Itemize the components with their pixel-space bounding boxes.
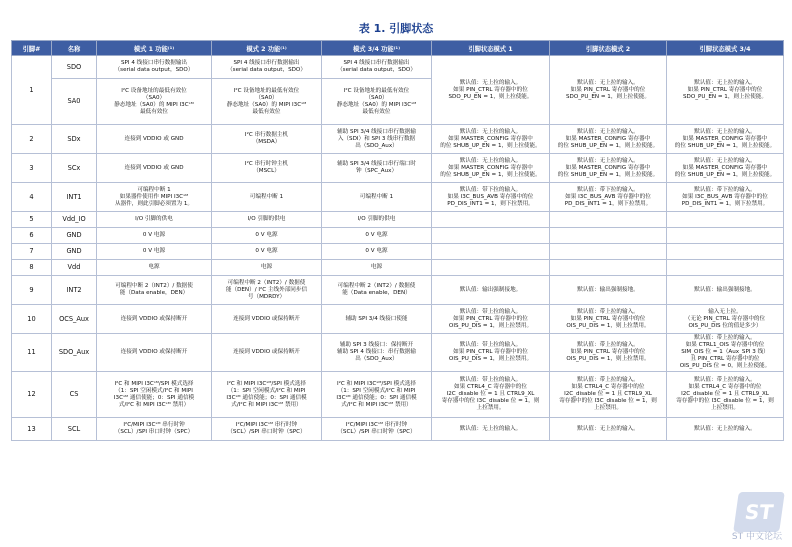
mode1-state-cell — [432, 260, 550, 276]
cell-line: 的位 SHUB_UP_EN = 1，则上拉使能。 — [674, 142, 776, 149]
cell-line: 0 V 电源 — [142, 248, 166, 254]
mode34-state-cell — [667, 154, 784, 183]
cell-line: 0 V 电源 — [255, 232, 278, 238]
cell-line: I²C 串行时钟主机 — [244, 161, 289, 167]
table-row — [12, 244, 784, 260]
pin-number-cell: 13 — [12, 418, 52, 441]
pin-name-cell: INT1 — [52, 183, 97, 212]
mode2-function-cell — [212, 154, 322, 183]
mode34-state-cell — [667, 260, 784, 276]
cell-line: 默认值：无上拉的输入。 — [459, 157, 522, 164]
cell-line: 且 PIN_CTRL 寄存器中的位 — [690, 356, 760, 362]
cell-line: 连接到 VDDIO 或保持断开 — [233, 315, 300, 322]
cell-line: 如果 MASTER_CONFIG 寄存器中 — [448, 135, 533, 142]
cell-line: （serial data output，SDO） — [337, 67, 416, 73]
cell-line: SIM_OIS 位 = 1（Aux_SPI 3 线） — [681, 349, 769, 355]
cell-line: 辅助 SPI 3/4 线接口串行端口时 — [337, 161, 416, 167]
mode1-state-cell — [432, 334, 550, 372]
cell-line: I²C 串行数据主机 — [244, 132, 289, 138]
cell-line: 连接到 VDDIO 或保持断开 — [120, 315, 188, 322]
cell-line: I²C/MIPI I3Cˢᴹ 串行时钟 — [345, 422, 408, 428]
col-header-name: 名称 — [52, 41, 97, 56]
cell-line: 辅助 SPI 3/4 线接口使能 — [345, 315, 408, 322]
forum-watermark — [710, 492, 782, 542]
cell-line: I²C 设备地址的最低有效位 — [343, 87, 410, 94]
cell-line: （MSCL） — [253, 168, 280, 174]
cell-line: 连接到 VDDIO 或保持断开 — [233, 349, 300, 355]
col-header-mode34: 模式 3/4 功能⁽¹⁾ — [322, 41, 432, 56]
cell-line: 0 V 电源 — [142, 232, 166, 238]
cell-line: 如果 CTRL4_C 寄存器中的位 — [571, 384, 645, 390]
cell-line: OIS_PU_DIS 位的值是多少） — [688, 322, 762, 329]
mode1-function-cell — [97, 154, 212, 183]
cell-line: 寄存器中的位 I3C_disable 位 = 1，则 — [441, 398, 540, 404]
mode34-state-cell — [667, 212, 784, 228]
watermark-text: ST 中文论坛 — [731, 532, 782, 542]
mode2-state-cell — [550, 212, 667, 228]
pin-name-cell: SA0 — [52, 79, 97, 125]
cell-line: 默认值：带上拉的输入。 — [577, 342, 639, 348]
cell-line: 默认值：带上拉的输入。 — [459, 377, 522, 383]
cell-line: 号（MDRDY） — [247, 293, 286, 300]
pin-number-cell: 5 — [12, 212, 52, 228]
cell-line: 默认值：输出强制接地。 — [577, 286, 639, 293]
cell-line: 如果 I3C_BUS_AVB 寄存器中的位 — [682, 193, 768, 200]
cell-line: （serial data output，SDO） — [114, 67, 194, 73]
mode34-state-cell — [667, 334, 784, 372]
cell-line: （MSDA） — [252, 139, 281, 145]
mode1-state-cell — [432, 183, 550, 212]
cell-line: PD_DIS_INT1 = 1，则下拉禁用。 — [447, 200, 534, 207]
cell-line: 辅助 SPI 4 线接口：串行数据输 — [337, 349, 416, 355]
mode2-function-cell — [212, 183, 322, 212]
cell-line: 输入无上拉。 — [708, 308, 742, 315]
mode1-state-cell — [432, 125, 550, 154]
cell-line: 默认值：无上拉的输入。 — [459, 128, 522, 135]
col-header-pin: 引脚# — [12, 41, 52, 56]
mode2-state-cell — [550, 244, 667, 260]
pin-name-cell: SDO_Aux — [52, 334, 97, 372]
mode1-state-cell — [432, 56, 550, 125]
table-row — [12, 372, 784, 418]
mode1-function-cell — [97, 212, 212, 228]
mode34-function-cell — [322, 260, 432, 276]
mode1-state-cell — [432, 244, 550, 260]
cell-line: 默认值：带下拉的输入。 — [459, 186, 522, 193]
cell-line: 的位 SHUB_UP_EN = 1，则上拉使能。 — [440, 171, 541, 178]
cell-line: 可编程中断 1 — [137, 186, 171, 193]
mode1-state-cell — [432, 372, 550, 418]
cell-line: 默认值：输出强制接地。 — [694, 286, 756, 293]
mode34-function-cell — [322, 334, 432, 372]
cell-line: 默认值：无上拉的输入。 — [694, 157, 756, 164]
cell-line: OIS_PU_DIS 位 = 0，则上拉使能。 — [679, 363, 771, 369]
cell-line: 上拉禁用。 — [476, 405, 505, 411]
cell-line: 如果 PIN_CTRL 寄存器中的位 — [570, 315, 646, 322]
cell-line: I/O 引脚的供电 — [247, 216, 286, 222]
cell-line: 出（SDO_Aux） — [355, 142, 398, 149]
table-row — [12, 56, 784, 79]
cell-line: SDO_PU_EN = 1，则上拉使能。 — [566, 93, 650, 100]
pin-number-cell: 10 — [12, 305, 52, 334]
cell-line: 如果 CTRL4_C 寄存器中的位 — [454, 384, 527, 390]
cell-line: 如果 PIN_CTRL 寄存器中的位 — [687, 86, 763, 93]
cell-line: （无论 PIN_CTRL 寄存器中的位 — [684, 315, 766, 322]
cell-line: I²C 和 MIPI I3Cˢᴹ/SPI 模式选择 — [336, 380, 417, 387]
mode2-state-cell — [550, 334, 667, 372]
table-title: 表 1. 引脚状态 — [358, 22, 434, 35]
table-row — [12, 212, 784, 228]
cell-line: I2C_disable 位 = 1 且 CTRL9_XL — [681, 391, 769, 397]
col-header-mode2: 模式 2 功能⁽¹⁾ — [212, 41, 322, 56]
pin-number-cell: 4 — [12, 183, 52, 212]
mode2-function-cell — [212, 212, 322, 228]
cell-line: （SCL）/SPI 串口时钟（SPC） — [337, 429, 416, 435]
cell-line: 静态地址（SA0）的 MIPI I3Cˢᴹ — [336, 101, 417, 108]
cell-line: 电源 — [370, 264, 383, 270]
cell-line: SDO_PU_EN = 1，则上拉使能。 — [448, 93, 533, 100]
table-row — [12, 276, 784, 305]
mode1-function-cell — [97, 125, 212, 154]
mode2-state-cell — [550, 125, 667, 154]
mode1-function-cell — [97, 334, 212, 372]
cell-line: 最低有效位 — [252, 108, 281, 115]
mode1-function-cell — [97, 244, 212, 260]
mode34-state-cell — [667, 183, 784, 212]
cell-line: PD_DIS_INT1 = 1，则下拉禁用。 — [681, 200, 769, 207]
cell-line: 最低有效位 — [140, 108, 168, 115]
mode34-state-cell — [667, 56, 784, 125]
cell-line: 默认值：无上拉的输入。 — [577, 425, 639, 432]
mode1-state-cell — [432, 305, 550, 334]
cell-line: 默认值：无上拉的输入。 — [459, 79, 522, 86]
cell-line: I3Cˢᴹ 通信使能；0：SPI 通信模 — [336, 394, 417, 401]
cell-line: 能（DEN）/ I²C 主线外部同步信 — [225, 286, 308, 293]
mode2-function-cell — [212, 260, 322, 276]
pin-name-cell: SDO — [52, 56, 97, 79]
mode34-function-cell — [322, 56, 432, 79]
mode2-function-cell — [212, 56, 322, 79]
mode34-function-cell — [322, 244, 432, 260]
cell-line: （SA0） — [255, 94, 278, 101]
pin-status-table — [11, 40, 784, 441]
cell-line: I/O 引脚的供电 — [135, 216, 173, 222]
cell-line: OIS_PU_DIS = 1，则上拉禁用。 — [566, 356, 650, 362]
cell-line: 出（SDO_Aux） — [355, 356, 398, 362]
cell-line: （SCL）/SPI 串口时钟（SPC） — [114, 429, 194, 435]
pin-name-cell: OCS_Aux — [52, 305, 97, 334]
mode1-function-cell — [97, 260, 212, 276]
cell-line: （SA0） — [142, 94, 166, 101]
cell-line: 默认值：带上拉的输入。 — [694, 377, 756, 383]
mode2-state-cell — [550, 276, 667, 305]
st-logo: ST — [733, 492, 785, 532]
cell-line: 能（Data enable，DEN） — [342, 290, 411, 296]
pin-number-cell: 2 — [12, 125, 52, 154]
mode1-function-cell — [97, 79, 212, 125]
mode34-state-cell — [667, 228, 784, 244]
mode2-function-cell — [212, 228, 322, 244]
mode1-function-cell — [97, 418, 212, 441]
cell-line: I²C 和 MIPI I3Cˢᴹ/SPI 模式选择 — [114, 380, 194, 387]
cell-line: 电源 — [148, 264, 160, 270]
table-row — [12, 418, 784, 441]
cell-line: 寄存器中的位 I3C_disable 位 = 1，则 — [676, 398, 774, 404]
mode2-state-cell — [550, 56, 667, 125]
cell-line: I²C 设备地址的最低有效位 — [233, 87, 300, 94]
cell-line: 寄存器中的位 I3C_disable 位 = 1，则 — [559, 398, 657, 404]
cell-line: 如果 MASTER_CONFIG 寄存器中 — [565, 164, 651, 171]
cell-line: 如果 I3C_BUS_AVB 寄存器中的位 — [447, 193, 534, 200]
cell-line: 默认值：无上拉的输入。 — [459, 425, 522, 432]
cell-line: 默认值：带下拉的输入。 — [694, 186, 756, 193]
cell-line: 如果 PIN_CTRL 寄存器中的位 — [453, 315, 528, 322]
cell-line: 默认值：带上拉的输入。 — [577, 308, 639, 315]
table-row — [12, 334, 784, 372]
col-header-state2: 引脚状态模式 2 — [550, 41, 667, 56]
mode1-function-cell — [97, 305, 212, 334]
mode34-function-cell — [322, 154, 432, 183]
cell-line: 0 V 电源 — [255, 248, 278, 254]
cell-line: 默认值：无上拉的输入。 — [694, 425, 756, 432]
cell-line: 的位 SHUB_UP_EN = 1，则上拉使能。 — [557, 142, 659, 149]
mode34-state-cell — [667, 244, 784, 260]
col-header-mode1: 模式 1 功能⁽¹⁾ — [97, 41, 212, 56]
cell-line: 默认值：无上拉的输入。 — [694, 128, 756, 135]
mode2-state-cell — [550, 183, 667, 212]
cell-line: 入（SDI）和 SPI 3 线串行数据 — [337, 135, 416, 142]
mode34-function-cell — [322, 305, 432, 334]
cell-line: 可编程中断 2（INT2）/ 数据使 — [115, 283, 193, 289]
pin-name-cell: Vdd — [52, 260, 97, 276]
cell-line: 可编程中断 2（INT2）/ 数据使 — [227, 279, 306, 286]
cell-line: I2C_disable 位 = 1 且 CTRL9_XL — [564, 391, 652, 397]
cell-line: 默认值：无上拉的输入。 — [577, 79, 639, 86]
table-row — [12, 125, 784, 154]
cell-line: （1：SPI 空闲模式/I²C 和 MIPI — [337, 387, 416, 394]
cell-line: I²C 设备地址的最低有效位 — [121, 87, 187, 94]
cell-line: OIS_PU_DIS = 1，则上拉禁用。 — [566, 322, 650, 329]
cell-line: 默认值：无上拉的输入。 — [577, 157, 639, 164]
cell-line: 连接到 VDDIO 或保持断开 — [120, 349, 188, 355]
mode2-function-cell — [212, 244, 322, 260]
cell-line: 静态地址（SA0）的 MIPI I3Cˢᴹ — [226, 101, 307, 108]
mode2-function-cell — [212, 334, 322, 372]
cell-line: I²C/MIPI I3Cˢᴹ 串行时钟 — [235, 422, 298, 428]
pin-name-cell: SCx — [52, 154, 97, 183]
cell-line: 电源 — [260, 264, 273, 270]
mode2-function-cell — [212, 79, 322, 125]
cell-line: 默认值：输出强制接地。 — [459, 286, 522, 293]
cell-line: 式/I²C 和 MIPI I3Cˢᴹ 禁用） — [341, 401, 412, 408]
mode34-state-cell — [667, 305, 784, 334]
pin-name-cell: SCL — [52, 418, 97, 441]
col-header-state34: 引脚状态模式 3/4 — [667, 41, 784, 56]
cell-line: I²C/MIPI I3Cˢᴹ 串行时钟 — [123, 422, 185, 428]
cell-line: 默认值：无上拉的输入。 — [577, 128, 639, 135]
cell-line: I3Cˢᴹ 通信使能；0：SPI 通信模 — [226, 394, 307, 401]
mode2-function-cell — [212, 418, 322, 441]
mode1-function-cell — [97, 56, 212, 79]
col-header-state1: 引脚状态模式 1 — [432, 41, 550, 56]
cell-line: 连接到 VDDIO 或 GND — [124, 135, 184, 142]
cell-line: 如果 MASTER_CONFIG 寄存器中 — [682, 164, 768, 171]
cell-line: 如果 I3C_BUS_AVB 寄存器中的位 — [565, 193, 651, 200]
cell-line: SDO_PU_EN = 1，则上拉使能。 — [683, 93, 767, 100]
mode2-state-cell — [550, 260, 667, 276]
cell-line: I/O 引脚的供电 — [357, 216, 396, 222]
cell-line: 如果 PIN_CTRL 寄存器中的位 — [570, 349, 646, 355]
mode1-function-cell — [97, 372, 212, 418]
cell-line: （SA0） — [365, 94, 388, 101]
cell-line: （serial data output，SDO） — [227, 67, 306, 73]
cell-line: 如果 PIN_CTRL 寄存器中的位 — [453, 349, 528, 355]
pin-name-cell: SDx — [52, 125, 97, 154]
cell-line: SPI 4 线接口串行数据输出 — [120, 60, 188, 66]
cell-line: 静态地址（SA0）的 MIPI I3Cˢᴹ — [114, 101, 194, 108]
cell-line: 可编程中断 1 — [249, 193, 284, 200]
pin-number-cell: 6 — [12, 228, 52, 244]
pin-name-cell: Vdd_IO — [52, 212, 97, 228]
mode2-function-cell — [212, 372, 322, 418]
mode34-state-cell — [667, 418, 784, 441]
cell-line: （1：SPI 空闲模式/I²C 和 MIPI — [227, 387, 306, 394]
mode2-function-cell — [212, 276, 322, 305]
cell-line: 0 V 电源 — [365, 248, 388, 254]
cell-line: 默认值：带上拉的输入。 — [459, 342, 522, 348]
pin-number-cell: 1 — [12, 56, 52, 125]
pin-number-cell: 8 — [12, 260, 52, 276]
mode1-function-cell — [97, 276, 212, 305]
cell-line: 的位 SHUB_UP_EN = 1，则上拉使能。 — [674, 171, 776, 178]
cell-line: 默认值：无上拉的输入。 — [694, 79, 756, 86]
pin-name-cell: GND — [52, 228, 97, 244]
table-row — [12, 260, 784, 276]
cell-line: 式/I²C 和 MIPI I3Cˢᴹ 禁用） — [231, 401, 302, 408]
cell-line: I3Cˢᴹ 通信使能；0：SPI 通信模 — [113, 394, 195, 401]
cell-line: SPI 4 线接口串行数据输出 — [343, 60, 410, 66]
mode34-function-cell — [322, 125, 432, 154]
pin-name-cell: GND — [52, 244, 97, 260]
table-row — [12, 183, 784, 212]
cell-line: 能（Data enable，DEN） — [119, 290, 189, 296]
table-row — [12, 305, 784, 334]
mode34-function-cell — [322, 276, 432, 305]
cell-line: 默认值：带上拉的输入。 — [459, 308, 522, 315]
cell-line: 默认值：带上拉的输入。 — [577, 377, 639, 383]
cell-line: 上拉禁用。 — [594, 405, 622, 411]
mode34-function-cell — [322, 183, 432, 212]
cell-line: 的位 SHUB_UP_EN = 1，则上拉使能。 — [557, 171, 659, 178]
cell-line: 如果 CTRL4_C 寄存器中的位 — [688, 384, 762, 390]
mode1-state-cell — [432, 276, 550, 305]
table-row — [12, 154, 784, 183]
cell-line: 最低有效位 — [362, 108, 391, 115]
pin-name-cell: CS — [52, 372, 97, 418]
header-row — [12, 41, 784, 56]
cell-line: 0 V 电源 — [365, 232, 388, 238]
cell-line: I²C 和 MIPI I3Cˢᴹ/SPI 模式选择 — [226, 380, 307, 387]
cell-line: SPI 4 线接口串行数据输出 — [233, 60, 300, 66]
cell-line: 如果 MASTER_CONFIG 寄存器中 — [565, 135, 651, 142]
mode34-function-cell — [322, 79, 432, 125]
mode2-state-cell — [550, 154, 667, 183]
cell-line: 式/I²C 和 MIPI I3Cˢᴹ 禁用） — [118, 401, 190, 408]
cell-line: 从器件，则此引脚必须置为 1。 — [114, 200, 194, 207]
mode1-state-cell — [432, 418, 550, 441]
pin-number-cell: 7 — [12, 244, 52, 260]
cell-line: （SCL）/SPI 串口时钟（SPC） — [227, 429, 306, 435]
mode34-state-cell — [667, 125, 784, 154]
cell-line: OIS_PU_DIS = 1，则上拉禁用。 — [448, 356, 533, 362]
cell-line: 如果 PIN_CTRL 寄存器中的位 — [453, 86, 528, 93]
cell-line: 辅助 SPI 3/4 线接口串行数据输 — [337, 128, 416, 135]
cell-line: PD_DIS_INT1 = 1，则下拉禁用。 — [564, 200, 652, 207]
cell-line: 默认值：带上拉的输入。 — [694, 335, 756, 341]
cell-line: I2C_disable 位 = 1 且 CTRL9_XL — [446, 391, 535, 397]
mode1-function-cell — [97, 228, 212, 244]
pin-name-cell: INT2 — [52, 276, 97, 305]
mode1-function-cell — [97, 183, 212, 212]
cell-line: 如果 CTRL1_OIS 寄存器中的位 — [685, 342, 765, 348]
mode2-state-cell — [550, 418, 667, 441]
cell-line: 如果 MASTER_CONFIG 寄存器中 — [682, 135, 768, 142]
cell-line: 连接到 VDDIO 或 GND — [124, 164, 184, 171]
mode2-function-cell — [212, 305, 322, 334]
pin-number-cell: 9 — [12, 276, 52, 305]
mode2-state-cell — [550, 372, 667, 418]
table-row — [12, 228, 784, 244]
cell-line: 如果 MASTER_CONFIG 寄存器中 — [448, 164, 533, 171]
mode1-state-cell — [432, 228, 550, 244]
cell-line: 默认值：带下拉的输入。 — [577, 186, 639, 193]
mode34-state-cell — [667, 276, 784, 305]
mode34-function-cell — [322, 212, 432, 228]
mode34-function-cell — [322, 372, 432, 418]
mode1-state-cell — [432, 154, 550, 183]
mode34-function-cell — [322, 418, 432, 441]
mode34-state-cell — [667, 372, 784, 418]
cell-line: 可编程中断 2（INT2）/ 数据使 — [337, 283, 416, 289]
cell-line: 上拉禁用。 — [711, 405, 739, 411]
cell-line: 如果器件使用作 MIPI I3Cˢᴹ — [119, 193, 189, 200]
mode2-state-cell — [550, 228, 667, 244]
cell-line: OIS_PU_DIS = 1，则上拉禁用。 — [448, 322, 533, 329]
cell-line: 辅助 SPI 3 线接口：保持断开 — [339, 342, 414, 348]
pin-number-cell: 11 — [12, 334, 52, 372]
mode1-state-cell — [432, 212, 550, 228]
mode34-function-cell — [322, 228, 432, 244]
mode2-function-cell — [212, 125, 322, 154]
cell-line: 如果 PIN_CTRL 寄存器中的位 — [570, 86, 646, 93]
mode2-state-cell — [550, 305, 667, 334]
cell-line: 钟（SPC_Aux） — [355, 168, 398, 174]
pin-number-cell: 12 — [12, 372, 52, 418]
cell-line: （1：SPI 空闲模式/I²C 和 MIPI — [115, 387, 193, 394]
cell-line: 可编程中断 1 — [359, 193, 394, 200]
cell-line: 的位 SHUB_UP_EN = 1，则上拉使能。 — [440, 142, 541, 149]
pin-number-cell: 3 — [12, 154, 52, 183]
